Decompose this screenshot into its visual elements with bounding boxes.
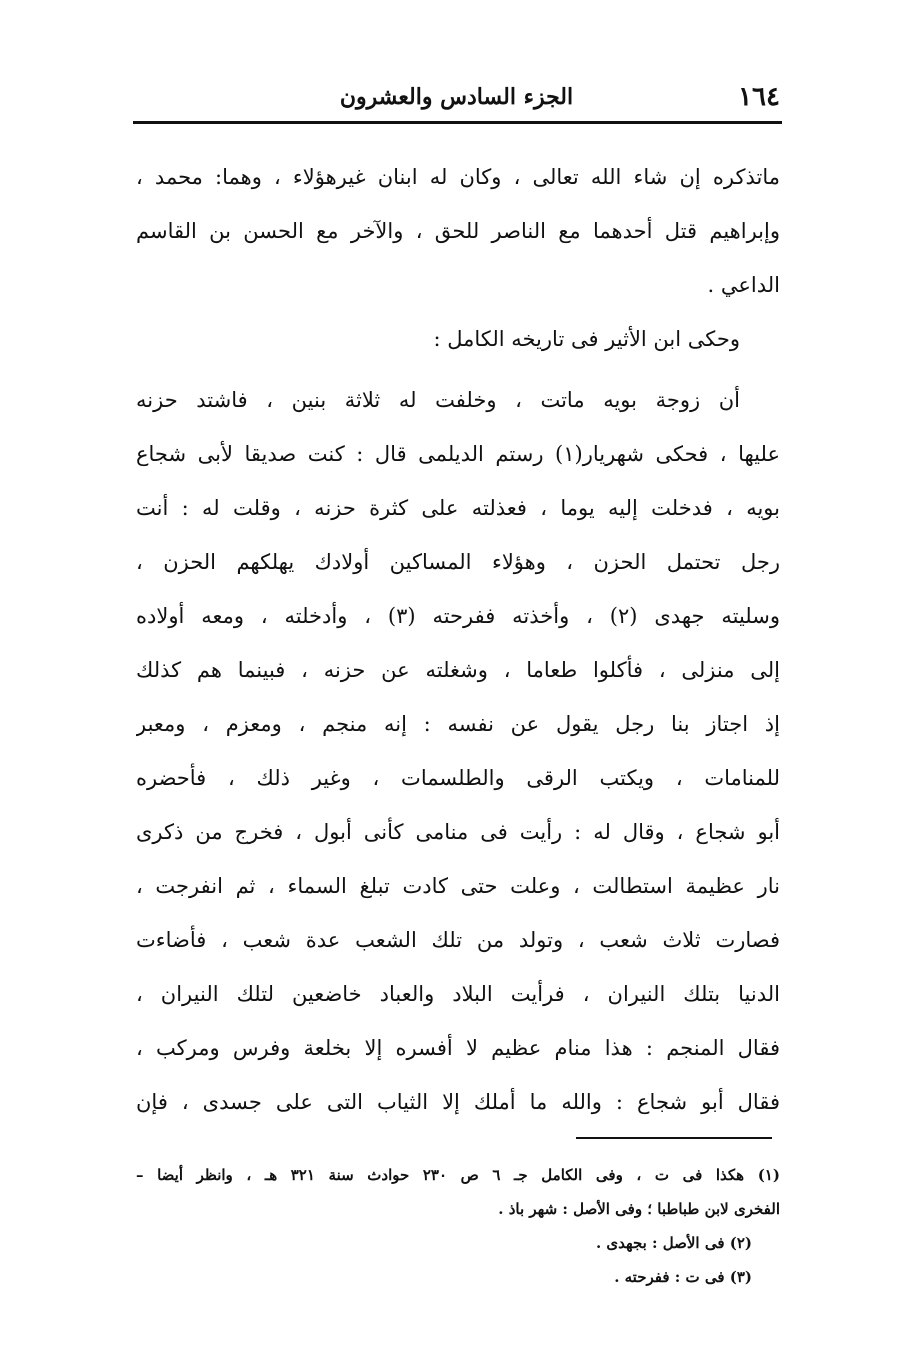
text-line: فقال أبو شجاع : والله ما أملك إلا الثياب التى على جسدى ، فإن bbox=[136, 1090, 780, 1114]
footnote-line: (٣) فى ت : ففرحته . bbox=[614, 1268, 752, 1286]
text-line: أن زوجة بويه ماتت ، وخلفت له ثلاثة بنين ، فاشتد حزنه bbox=[136, 388, 740, 412]
text-line: إذ اجتاز بنا رجل يقول عن نفسه : إنه منجم ، ومعزم ، ومعبر bbox=[136, 712, 780, 736]
text-line: للمنامات ، ويكتب الرقى والطلسمات ، وغير ذلك ، فأحضره bbox=[136, 766, 780, 790]
text-line: عليها ، فحكى شهريار(١) رستم الديلمى قال : كنت صديقا لأبى شجاع bbox=[136, 442, 780, 466]
text-line: بويه ، فدخلت إليه يوما ، فعذلته على كثرة حزنه ، وقلت له : أنت bbox=[136, 496, 780, 520]
footnotes bbox=[136, 1158, 780, 1294]
text-line: ماتذكره إن شاء الله تعالى ، وكان له ابنان غيرهؤلاء ، وهما: محمد ، bbox=[136, 165, 780, 189]
text-line: الدنيا بتلك النيران ، فرأيت البلاد والعباد خاضعين لتلك النيران ، bbox=[136, 982, 780, 1006]
text-line: أبو شجاع ، وقال له : رأيت فى منامى كأنى أبول ، فخرج من ذكرى bbox=[136, 820, 780, 844]
header-rule bbox=[133, 121, 782, 124]
paragraph-gap bbox=[136, 366, 780, 373]
page-number: ١٦٤ bbox=[738, 82, 780, 112]
text-line: وحكى ابن الأثير فى تاريخه الكامل : bbox=[433, 327, 740, 351]
footnote-line: الفخرى لابن طباطبا ؛ وفى الأصل : شهر باذ . bbox=[498, 1200, 780, 1218]
text-line: فقال المنجم : هذا منام عظيم لا أفسره إلا بخلعة وفرس ومركب ، bbox=[136, 1036, 780, 1060]
page-header bbox=[133, 80, 780, 116]
text-line: إلى منزلى ، فأكلوا طعاما ، وشغلته عن حزنه ، فبينما هم كذلك bbox=[136, 658, 780, 682]
text-line: وسليته جهدى (٢) ، وأخذته ففرحته (٣) ، وأدخلته ، ومعه أولاده bbox=[136, 604, 780, 628]
text-line: فصارت ثلاث شعب ، وتولد من تلك الشعب عدة شعب ، فأضاءت bbox=[136, 928, 780, 952]
text-line: رجل تحتمل الحزن ، وهؤلاء المساكين أولادك يهلكهم الحزن ، bbox=[136, 550, 780, 574]
text-line: وإبراهيم قتل أحدهما مع الناصر للحق ، والآخر مع الحسن بن القاسم bbox=[136, 219, 780, 243]
text-line: الداعي . bbox=[707, 273, 780, 297]
text-line: نار عظيمة استطالت ، وعلت حتى كادت تبلغ السماء ، ثم انفرجت ، bbox=[136, 874, 780, 898]
footnote-line: (١) هكذا فى ت ، وفى الكامل جـ ٦ ص ٢٣٠ حوادث سنة ٣٢١ هـ ، وانظر أيضا – bbox=[136, 1166, 780, 1184]
footnote-separator bbox=[576, 1137, 772, 1139]
running-title: الجزء السادس والعشرون bbox=[339, 84, 574, 110]
main-text bbox=[136, 150, 780, 1129]
footnote-line: (٢) فى الأصل : بجهدى . bbox=[595, 1234, 752, 1252]
